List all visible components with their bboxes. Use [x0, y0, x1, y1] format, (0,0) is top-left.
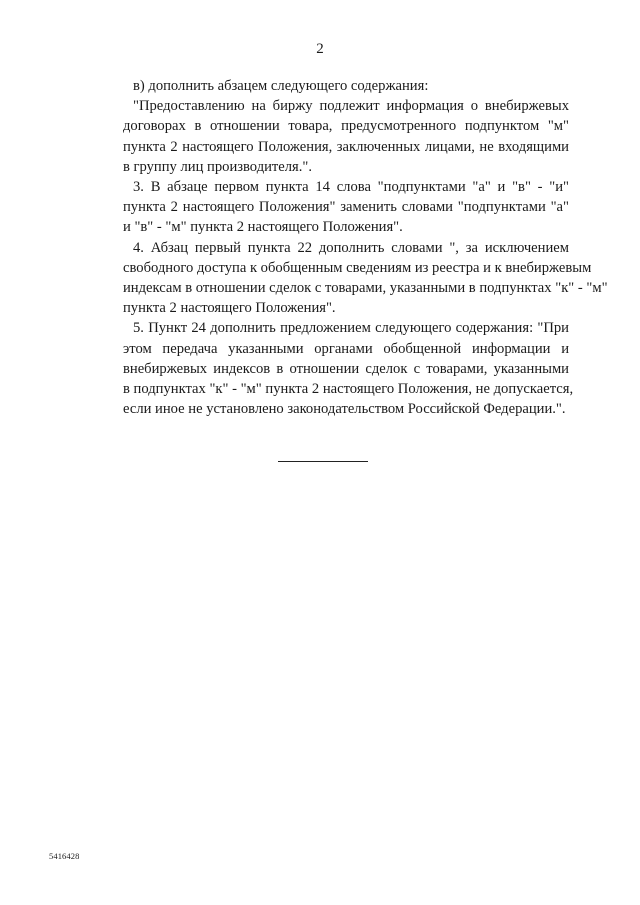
text-line: свободного доступа к обобщенным сведениям из реестра и к внебиржевым: [123, 259, 592, 276]
text-line: пункта 2 настоящего Положения" заменить словами "подпунктами "а": [123, 199, 569, 216]
text-line: пункта 2 настоящего Положения, заключенных лицами, не входящими: [123, 138, 569, 155]
text-line: в) дополнить абзацем следующего содержания:: [133, 78, 429, 94]
text-line: пункта 2 настоящего Положения".: [123, 300, 336, 317]
text-line: 5. Пункт 24 дополнить предложением следующего содержания: "При: [133, 320, 569, 337]
paragraph-intro: [113, 76, 569, 96]
text-line: этом передача указанными органами обобщенной информации и: [123, 340, 569, 357]
page-number: 2: [316, 41, 324, 57]
text-line: если иное не установлено законодательством Российской Федерации.".: [123, 401, 566, 418]
text-line: "Предоставлению на биржу подлежит информация о внебиржевых: [133, 98, 569, 115]
paragraph-quoted-text: [113, 96, 569, 177]
text-line: внебиржевых индексов в отношении сделок с товарами, указанными: [123, 360, 569, 377]
text-line: 3. В абзаце первом пункта 14 слова "подпунктами "а" и "в" - "и": [133, 179, 569, 196]
text-line: договорах в отношении товара, предусмотренного подпунктом "м": [123, 118, 569, 135]
text-line: в группу лиц производителя.".: [123, 158, 313, 175]
text-line: и "в" - "м" пункта 2 настоящего Положения".: [123, 219, 403, 236]
paragraph-item-3: [113, 177, 569, 238]
paragraph-item-4: [113, 238, 608, 319]
text-line: 4. Абзац первый пункта 22 дополнить словами ", за исключением: [133, 239, 569, 256]
paragraph-item-5: [113, 318, 574, 419]
document-body: [113, 76, 608, 419]
text-line: в подпунктах "к" - "м" пункта 2 настоящего Положения, не допускается,: [123, 381, 574, 398]
text-line: индексам в отношении сделок с товарами, указанными в подпунктах "к" - "м": [123, 280, 608, 297]
end-of-text-rule: [278, 461, 368, 462]
document-code: 5416428: [49, 851, 80, 861]
